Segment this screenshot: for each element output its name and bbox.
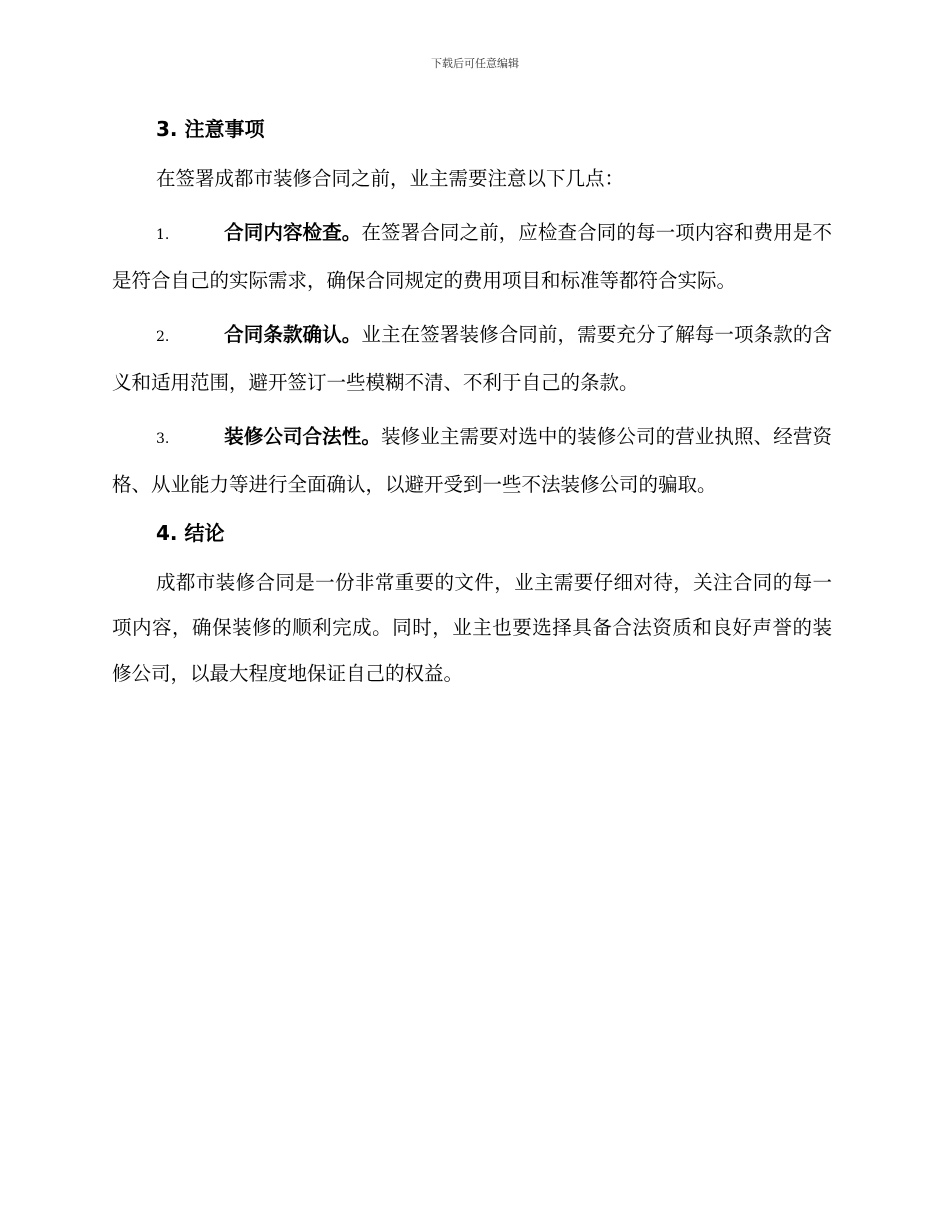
list-item-text: 业主在签署装修合同前，需要充分了解每一项条款的含义和适用范围，避开签订一些模糊不清、不利于自己的条款。 — [112, 322, 832, 394]
list-item — [112, 210, 832, 304]
page-header: 下载后可任意编辑 — [431, 57, 519, 70]
list-item — [112, 414, 832, 508]
list-item-text: 在签署合同之前，应检查合同的每一项内容和费用是不是符合自己的实际需求，确保合同规定的费用项目和标准等都符合实际。 — [112, 220, 832, 292]
list-item-title: 装修公司合法性。 — [224, 424, 382, 448]
list-item — [112, 312, 832, 406]
list-item-text: 装修业主需要对选中的装修公司的营业执照、经营资格、从业能力等进行全面确认，以避开受到一些不法装修公司的骗取。 — [112, 424, 832, 496]
document-body — [112, 112, 832, 696]
list-item-number: 1. — [156, 226, 170, 243]
conclusion-paragraph: 成都市装修合同是一份非常重要的文件，业主需要仔细对待，关注合同的每一项内容，确保装修的顺利完成。同时，业主也要选择具备合法资质和良好声誉的装修公司，以最大程度地保证自己的权益。 — [112, 570, 832, 685]
list-item-number: 3. — [156, 430, 170, 447]
list-item-title: 合同条款确认。 — [224, 322, 362, 346]
section-intro: 在签署成都市装修合同之前，业主需要注意以下几点： — [156, 167, 625, 190]
section-heading-precautions: 3. 注意事项 — [156, 117, 265, 141]
list-item-title: 合同内容检查。 — [224, 220, 362, 244]
list-item-number: 2. — [156, 328, 170, 345]
section-heading-conclusion: 4. 结论 — [156, 520, 225, 545]
